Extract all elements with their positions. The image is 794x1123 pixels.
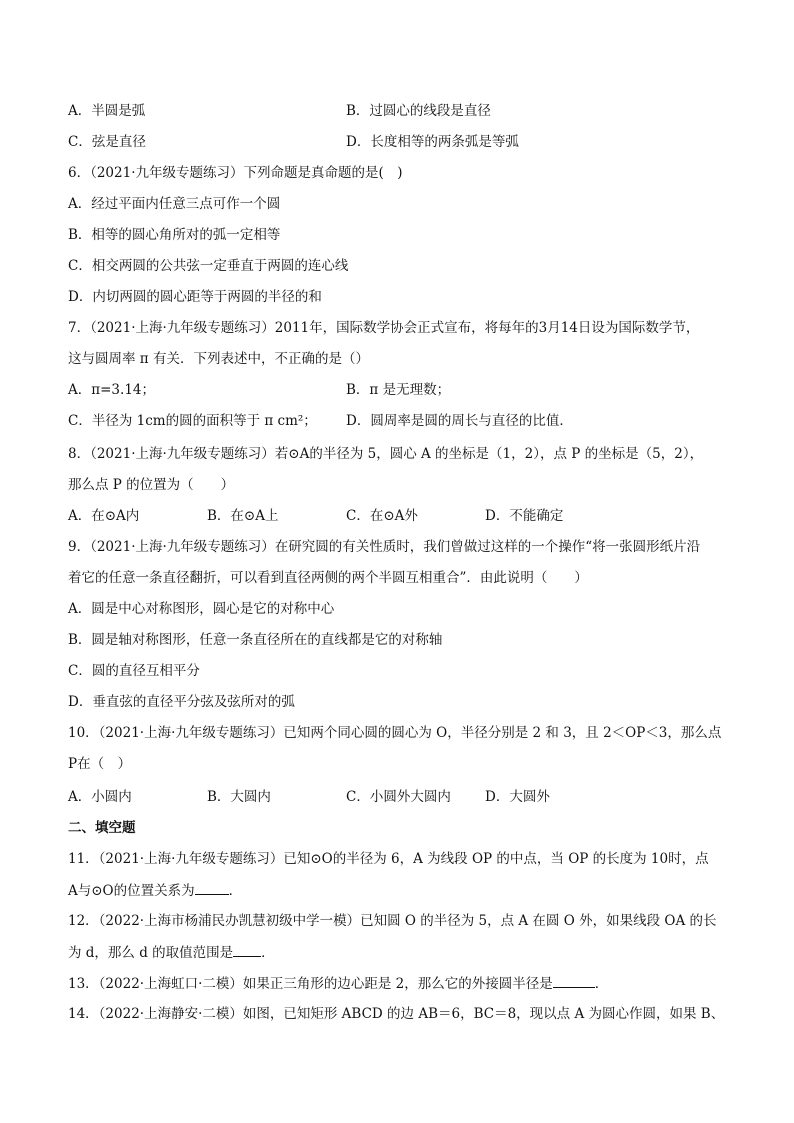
q8-option-a: A．在⊙A内: [68, 508, 140, 524]
q12-stem-line1: 12．（2022·上海市杨浦民办凯慧初级中学一模）已知圆 O 的半径为 5，点 A 在圆 O 外，如果线段 OA 的长: [68, 913, 717, 929]
q10-option-a: A．小圆内: [68, 789, 132, 805]
q11-stem-end: ．: [228, 883, 243, 899]
q8-option-b: B．在⊙A上: [207, 508, 279, 524]
q7-option-a: A．π=3.14；: [68, 382, 155, 398]
q5-option-c: C．弦是直径: [68, 134, 146, 150]
q7-option-b: B．π 是无理数；: [346, 382, 451, 398]
q10-option-d: D．大圆外: [485, 789, 550, 805]
q12-stem-text: 为 d，那么 d 的取值范围是: [68, 945, 234, 961]
q7-stem-line1: 7．（2021·上海·九年级专题练习）2011年，国际数学协会正式宣布，将每年的3月14日设为国际数学节，: [68, 320, 700, 336]
q7-stem-line2: 这与圆周率 π 有关．下列表述中，不正确的是（）: [68, 351, 369, 367]
q10-option-b: B．大圆内: [207, 789, 271, 805]
q8-option-c: C．在⊙A外: [346, 508, 418, 524]
q7-option-d: D．圆周率是圆的周长与直径的比值．: [346, 413, 573, 429]
q9-option-b: B．圆是轴对称图形，任意一条直径所在的直线都是它的对称轴: [68, 632, 443, 648]
q12-answer-blank[interactable]: [233, 943, 261, 957]
q10-option-c: C．小圆外大圆内: [346, 789, 451, 805]
q13-stem: [68, 974, 608, 993]
q5-option-a: A．半圆是弧: [68, 103, 146, 119]
q9-option-d: D．垂直弦的直径平分弦及弦所对的弧: [68, 694, 295, 710]
q13-stem-end: ．: [594, 976, 609, 992]
q10-stem-line2: P在（ ）: [68, 756, 132, 772]
q6-option-b: B．相等的圆心角所对的弧一定相等: [68, 227, 281, 243]
q11-stem-line1: 11．（2021·上海·九年级专题练习）已知⊙O的半径为 6，A 为线段 OP 的中点，当 OP 的长度为 10时，点: [68, 851, 709, 867]
q12-stem-line2: [68, 943, 275, 962]
q9-stem-line2: 着它的任意一条直径翻折，可以看到直径两侧的两个半圆互相重合”．由此说明（ ）: [68, 570, 588, 586]
q11-stem-line2: [68, 881, 242, 900]
q9-option-c: C．圆的直径互相平分: [68, 663, 200, 679]
q9-option-a: A．圆是中心对称图形，圆心是它的对称中心: [68, 601, 335, 617]
q11-answer-blank[interactable]: [195, 881, 229, 895]
q7-option-c: C．半径为 1cm的圆的面积等于 π cm²；: [68, 413, 317, 429]
q6-option-c: C．相交两圆的公共弦一定垂直于两圆的连心线: [68, 258, 349, 274]
q6-option-a: A．经过平面内任意三点可作一个圆: [68, 196, 281, 212]
q14-stem: 14．（2022·上海静安·二模）如图，已知矩形 ABCD 的边 AB＝6，BC＝8，现以点 A 为圆心作圆，如果 B、: [68, 1006, 725, 1022]
q6-stem: 6．（2021·九年级专题练习）下列命题是真命题的是( ): [68, 165, 403, 181]
q8-stem-line1: 8．（2021·上海·九年级专题练习）若⊙A的半径为 5，圆心 A 的坐标是（1，2），点 P 的坐标是（5，2），: [68, 446, 704, 462]
q12-stem-end: ．: [261, 945, 275, 961]
section-heading-fill-in: 二、填空题: [68, 820, 136, 836]
q8-option-d: D．不能确定: [485, 508, 564, 524]
q13-answer-blank[interactable]: [553, 974, 595, 988]
q11-stem-text: A与⊙O的位置关系为: [68, 883, 195, 899]
q8-stem-line2: 那么点 P 的位置为（ ）: [68, 477, 235, 493]
q5-option-b: B．过圆心的线段是直径: [346, 103, 491, 119]
q5-option-d: D．长度相等的两条弧是等弧: [346, 134, 519, 150]
q6-option-d: D．内切两圆的圆心距等于两圆的半径的和: [68, 289, 322, 305]
q10-stem-line1: 10．（2021·上海·九年级专题练习）已知两个同心圆的圆心为 O，半径分别是 2 和 3，且 2＜OP＜3，那么点: [68, 725, 722, 741]
q9-stem-line1: 9．（2021·上海·九年级专题练习）在研究圆的有关性质时，我们曾做过这样的一个操作“将一张圆形纸片沿: [68, 539, 701, 555]
q13-stem-text: 13．（2022·上海虹口·二模）如果正三角形的边心距是 2，那么它的外接圆半径是: [68, 976, 553, 992]
